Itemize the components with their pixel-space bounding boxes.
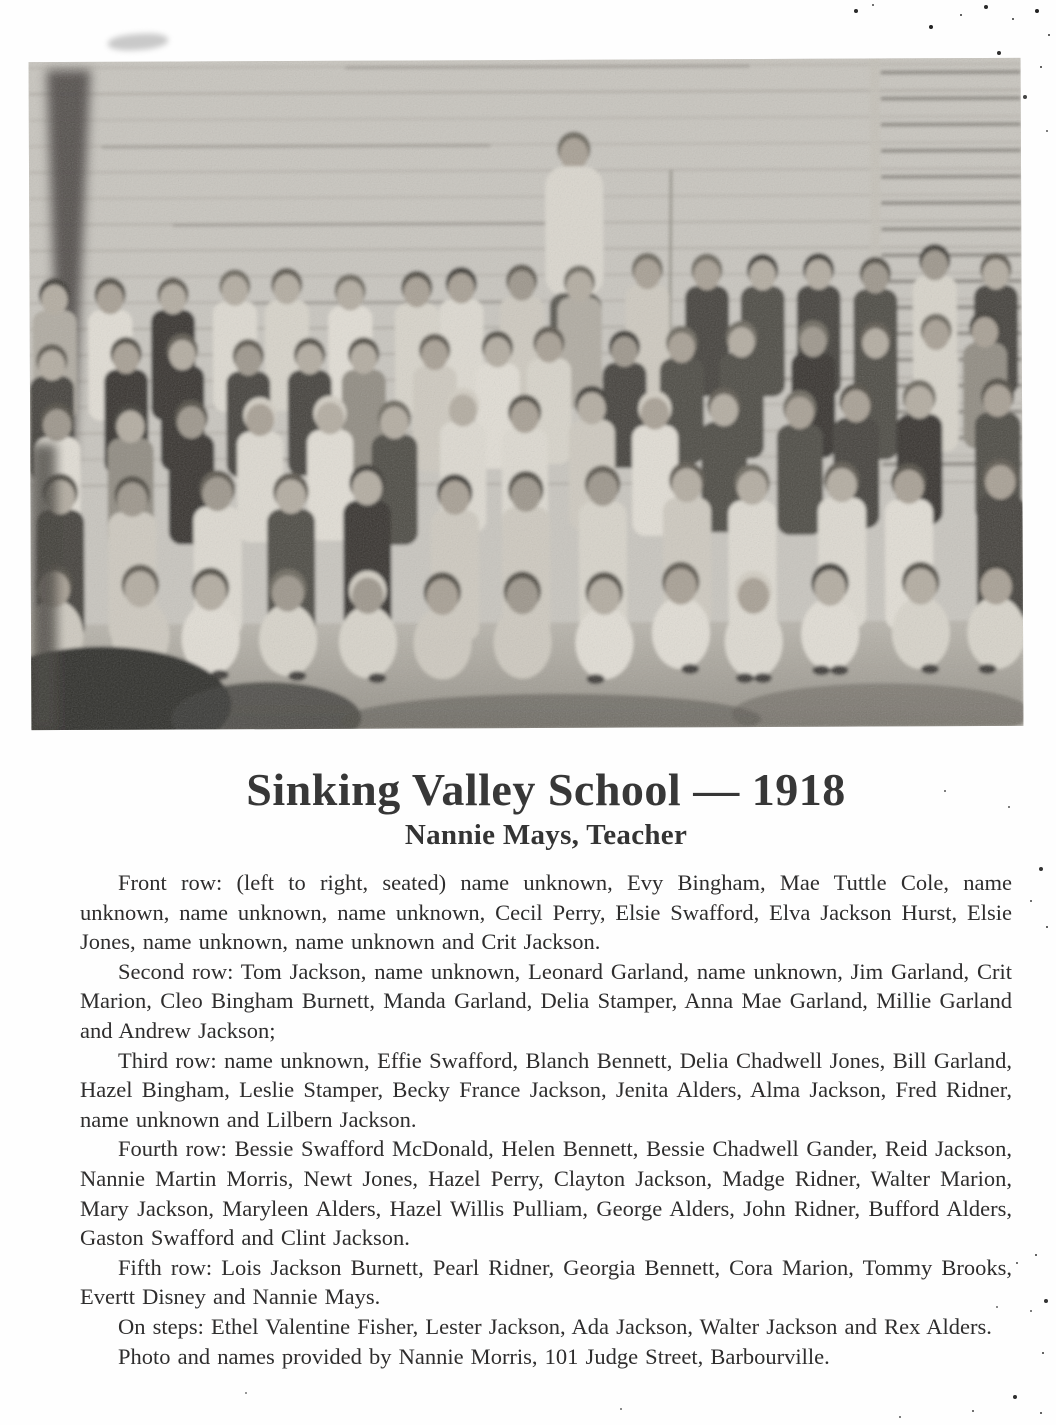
scan-specks: [0, 0, 2, 2]
paragraph-fifth-row: Fifth row: Lois Jackson Burnett, Pearl Ridner, Georgia Bennett, Cora Marion, Tommy Brooks, Evertt Disney and Nannie Mays.: [80, 1254, 1012, 1310]
page-title: Sinking Valley School — 1918: [246, 764, 846, 815]
caption-block: [80, 764, 1012, 1371]
paragraph-second-row: Second row: Tom Jackson, name unknown, Leonard Garland, name unknown, Jim Garland, Crit Marion, Cleo Bingham Burnett, Manda Garland, Delia Stamper, Anna Mae Garland, Millie Garland and Andrew Jackson;: [80, 958, 1012, 1043]
paragraph-front-row: Front row: (left to right, seated) name unknown, Evy Bingham, Mae Tuttle Cole, name unknown, name unknown, name unknown, Cecil Perry, Elsie Swafford, Elva Jackson Hurst, Elsie Jones, name unknown, name unknown and Crit Jackson.: [80, 870, 1012, 955]
class-photograph: [29, 58, 1024, 730]
paragraph-credit: Photo and names provided by Nannie Morris, 101 Judge Street, Barbourville.: [118, 1343, 830, 1369]
paragraph-fourth-row: Fourth row: Bessie Swafford McDonald, Helen Bennett, Bessie Chadwell Gander, Reid Jackson, Nannie Martin Morris, Newt Jones, Hazel Perry, Clayton Jackson, Madge Ridner, Walter Marion, Mary Jackson, Maryleen Alders, Hazel Willis Pulliam, George Alders, John Ridner, Bufford Alders, Gaston Swafford and Clint Jackson.: [80, 1136, 1012, 1251]
paragraph-on-steps: On steps: Ethel Valentine Fisher, Lester Jackson, Ada Jackson, Walter Jackson and Rex Alders.: [118, 1313, 992, 1339]
class-photograph-canvas: [29, 58, 1024, 730]
scan-smudge: [108, 32, 169, 52]
page-subtitle: Nannie Mays, Teacher: [404, 819, 688, 851]
film-grain-overlay: [29, 58, 1024, 730]
paragraph-third-row: Third row: name unknown, Effie Swafford, Blanch Bennett, Delia Chadwell Jones, Bill Garland, Hazel Bingham, Leslie Stamper, Becky France Jackson, Jenita Alders, Alma Jackson, Fred Ridner, name unknown and Lilbern Jackson.: [80, 1047, 1012, 1132]
